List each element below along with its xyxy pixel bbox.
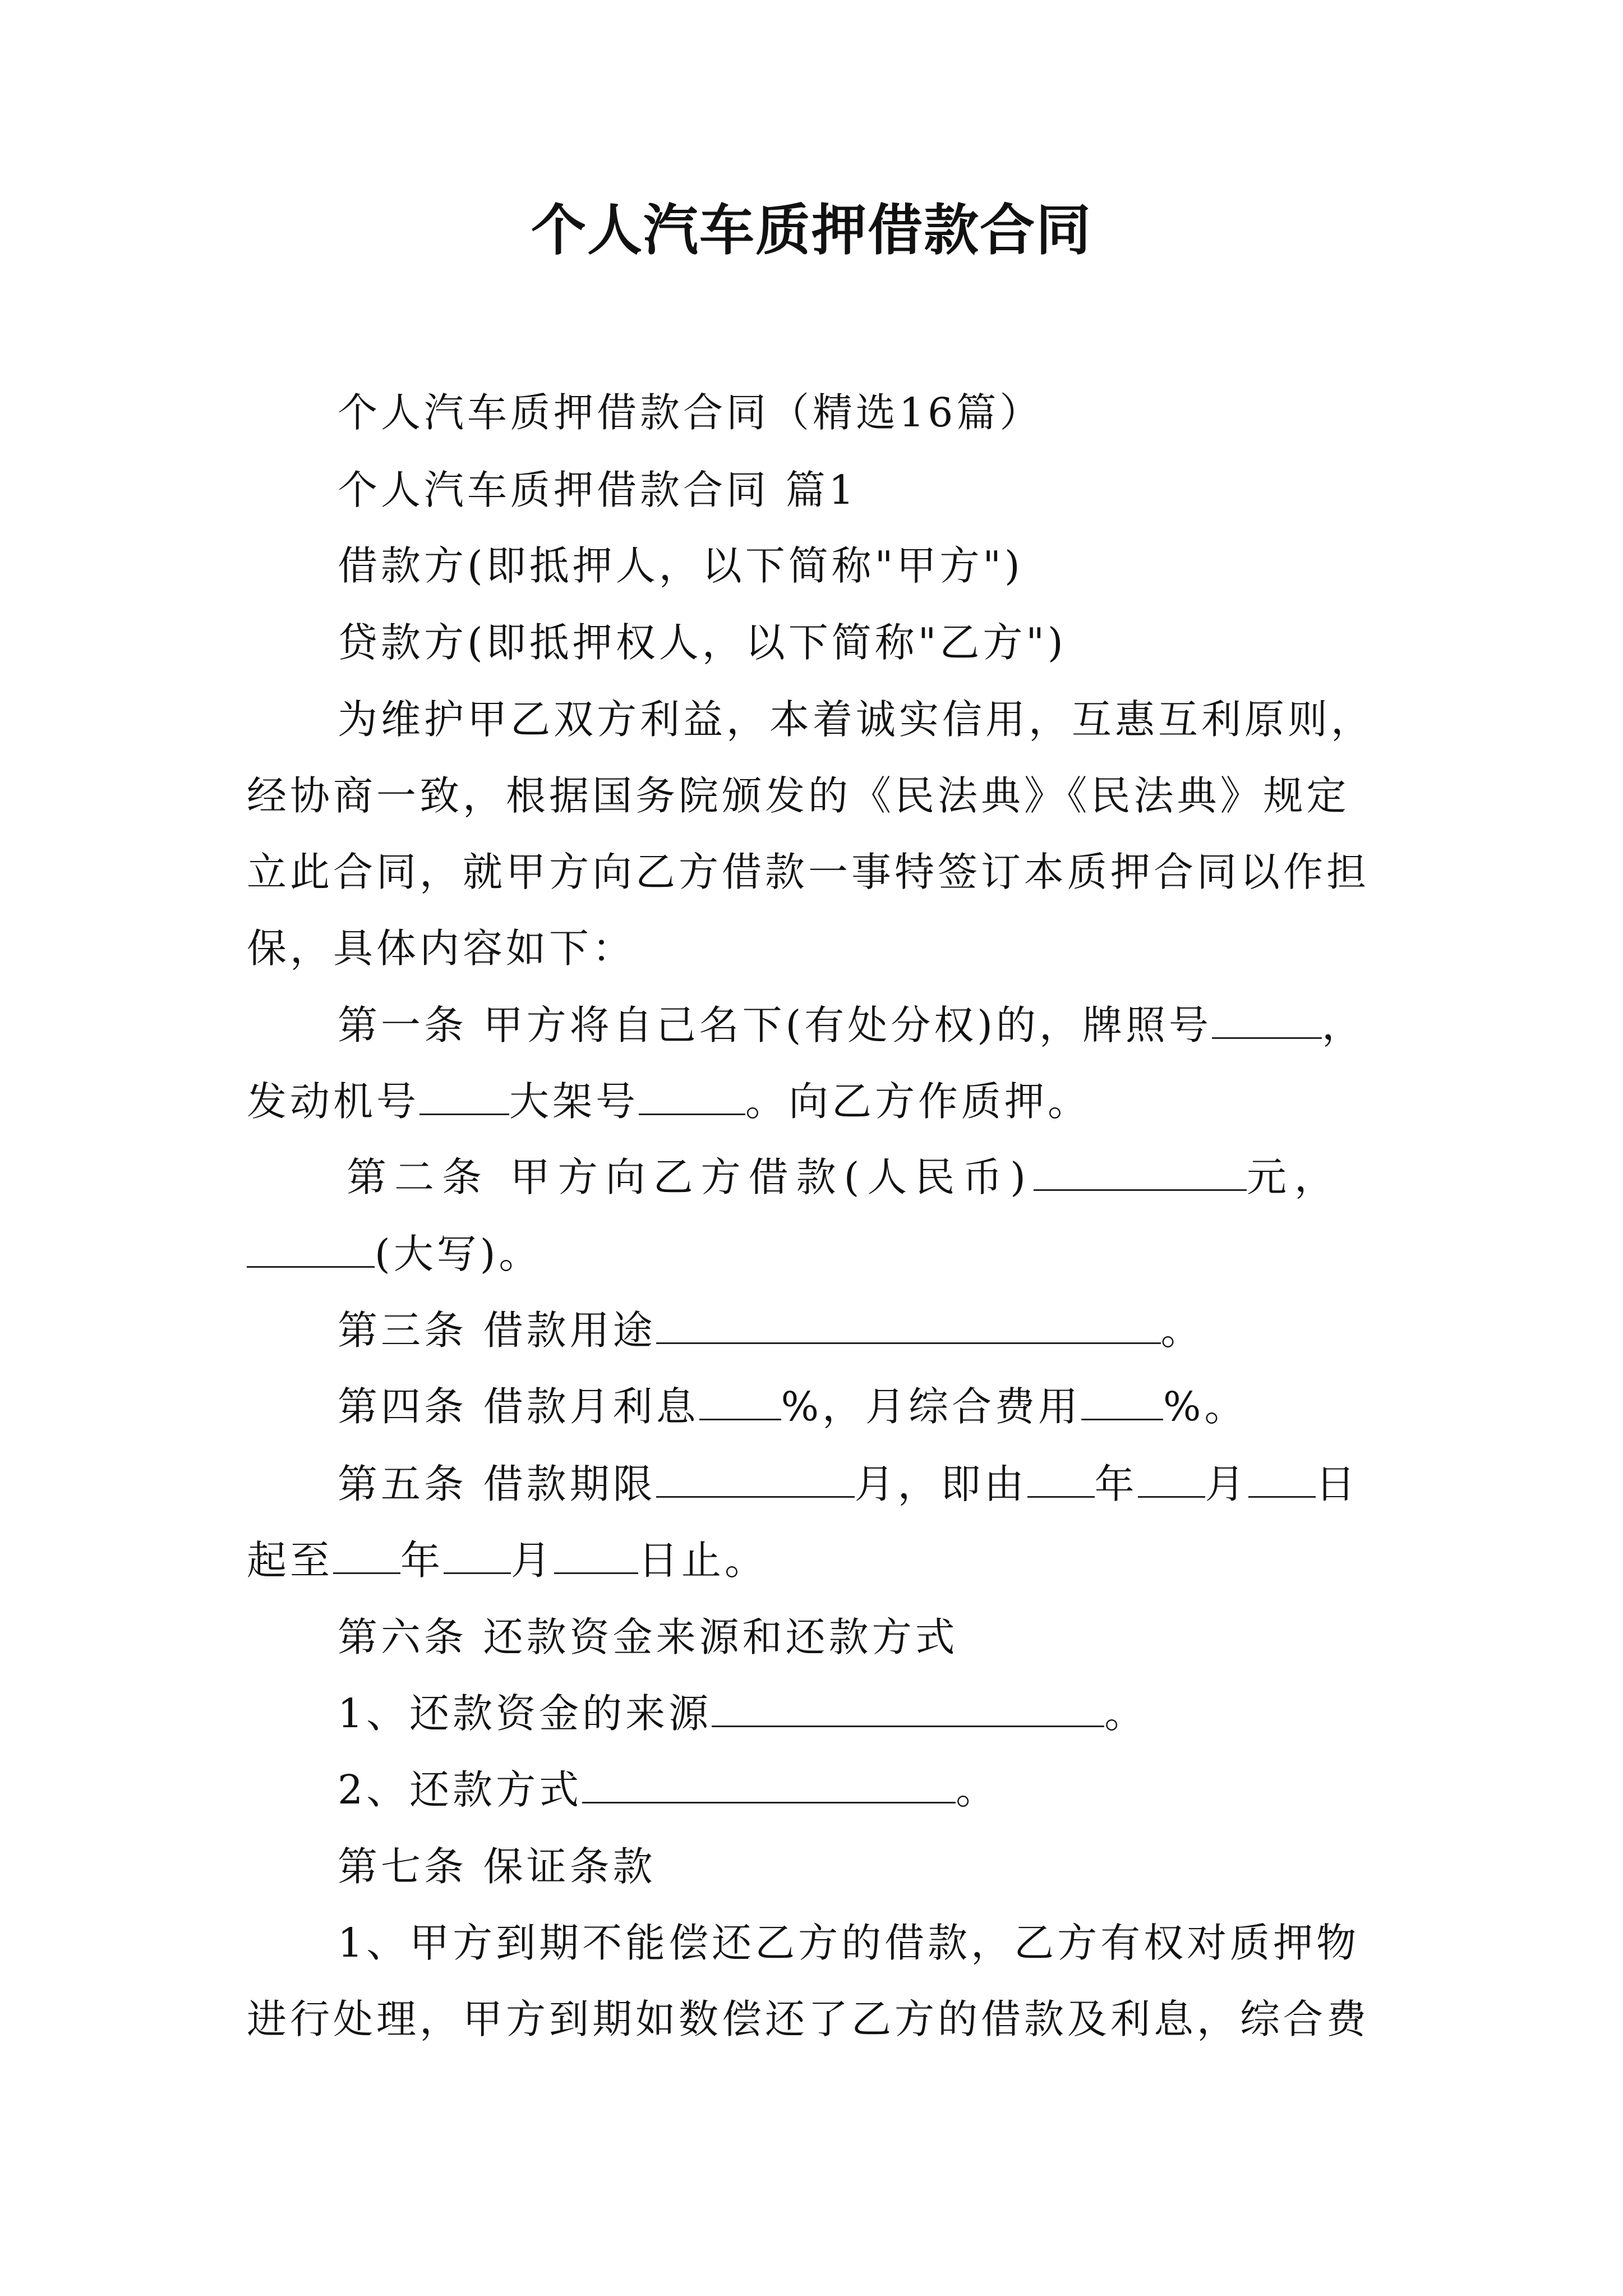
fill-in-blank[interactable]	[656, 1465, 855, 1498]
fill-in-blank[interactable]	[639, 1082, 745, 1115]
fill-in-blank[interactable]	[712, 1694, 1104, 1727]
paragraph-text: 。向乙方作质押。	[745, 1078, 1091, 1125]
paragraph-text: 年	[400, 1537, 444, 1584]
article-6-item-2	[338, 1766, 999, 1813]
paragraph-text: 元，	[1246, 1154, 1342, 1200]
paragraph-text: 借款方(即抵押人，以下简称"甲方")	[338, 542, 1023, 589]
article-3-line	[338, 1307, 1204, 1354]
preamble-line-2	[247, 772, 1350, 819]
paragraph-text: 立此合同，就甲方向乙方借款一事特签订本质押合同以作担	[247, 849, 1370, 895]
fill-in-blank[interactable]	[419, 1082, 509, 1115]
paragraph-text: 1、还款资金的来源	[338, 1690, 712, 1737]
paragraph-text: 月	[1205, 1461, 1248, 1507]
paragraph-text: %。	[1163, 1383, 1248, 1430]
paragraph-text: 起至	[247, 1537, 334, 1584]
article-2-line-2	[247, 1231, 542, 1277]
paragraph-text: 个人汽车质押借款合同（精选16篇）	[338, 389, 1043, 436]
paragraph-text: 。	[1104, 1690, 1148, 1737]
fill-in-blank[interactable]	[1027, 1465, 1095, 1498]
fill-in-blank[interactable]	[444, 1541, 511, 1574]
fill-in-blank[interactable]	[1248, 1465, 1316, 1498]
paragraph-text: %，月综合费用	[781, 1383, 1082, 1430]
party-b-line	[338, 619, 1067, 666]
fill-in-blank[interactable]	[582, 1770, 956, 1803]
fill-in-blank[interactable]	[333, 1541, 400, 1574]
paragraph-text: 进行处理，甲方到期如数偿还了乙方的借款及利息，综合费	[247, 1996, 1370, 2042]
paragraph-text: (大写)。	[375, 1231, 542, 1277]
fill-in-blank[interactable]	[1081, 1387, 1163, 1420]
preamble-line-1	[338, 696, 1375, 743]
article-6-item-1	[338, 1690, 1148, 1737]
fill-in-blank[interactable]	[1138, 1465, 1205, 1498]
paragraph-text: 2、还款方式	[338, 1766, 583, 1813]
fill-in-blank[interactable]	[1212, 1006, 1322, 1039]
article-7-item-1-line-1	[338, 1920, 1360, 1966]
article-5-line-1	[338, 1461, 1359, 1507]
paragraph-text: 第四条 借款月利息	[338, 1383, 699, 1430]
paragraph-text: 。	[956, 1766, 999, 1813]
article-5-line-2	[247, 1537, 768, 1584]
paragraph-text: 保，具体内容如下：	[247, 925, 636, 972]
paragraph-text: 第三条 借款用途	[338, 1307, 656, 1354]
paragraph-text: 贷款方(即抵押权人，以下简称"乙方")	[338, 619, 1067, 666]
paragraph-text: 第七条 保证条款	[338, 1843, 656, 1890]
paragraph-text: 。	[1160, 1307, 1204, 1354]
paragraph-text: 日止。	[638, 1537, 768, 1584]
paragraph-text: 1、甲方到期不能偿还乙方的借款，乙方有权对质押物	[338, 1920, 1360, 1966]
article-1-line-2	[247, 1078, 1091, 1125]
fill-in-blank[interactable]	[1034, 1158, 1247, 1191]
section-heading	[338, 467, 857, 513]
paragraph-text: 第二条 甲方向乙方借款(人民币)	[347, 1154, 1034, 1200]
fill-in-blank[interactable]	[247, 1235, 375, 1268]
article-7-heading	[338, 1843, 656, 1890]
paragraph-text: ，	[1321, 1002, 1365, 1048]
paragraph-text: 个人汽车质押借款合同 篇1	[338, 467, 857, 513]
paragraph-text: 第一条 甲方将自己名下(有处分权)的，牌照号	[338, 1002, 1212, 1048]
fill-in-blank[interactable]	[699, 1387, 781, 1420]
subtitle-line	[338, 389, 1043, 436]
preamble-line-3	[247, 849, 1370, 895]
party-a-line	[338, 542, 1023, 589]
paragraph-text: 日	[1315, 1461, 1359, 1507]
article-1-line-1	[338, 1002, 1365, 1048]
paragraph-text: 年	[1094, 1461, 1138, 1507]
fill-in-blank[interactable]	[656, 1311, 1161, 1344]
paragraph-text: 经协商一致，根据国务院颁发的《民法典》《民法典》规定	[247, 772, 1350, 819]
paragraph-text: 发动机号	[247, 1078, 420, 1125]
article-4-line	[338, 1383, 1248, 1430]
article-7-item-1-line-2	[247, 1996, 1370, 2042]
paragraph-text: 为维护甲乙双方利益，本着诚实信用，互惠互利原则，	[338, 696, 1375, 743]
preamble-line-4	[247, 925, 636, 972]
article-6-heading	[338, 1614, 958, 1660]
paragraph-text: 第五条 借款期限	[338, 1461, 656, 1507]
paragraph-text: 月	[511, 1537, 555, 1584]
paragraph-text: 第六条 还款资金来源和还款方式	[338, 1614, 958, 1660]
paragraph-text: 月，即由	[854, 1461, 1027, 1507]
document-title: 个人汽车质押借款合同	[531, 198, 1092, 263]
article-2-line-1	[347, 1154, 1342, 1200]
fill-in-blank[interactable]	[554, 1541, 638, 1574]
paragraph-text: 大架号	[509, 1078, 639, 1125]
